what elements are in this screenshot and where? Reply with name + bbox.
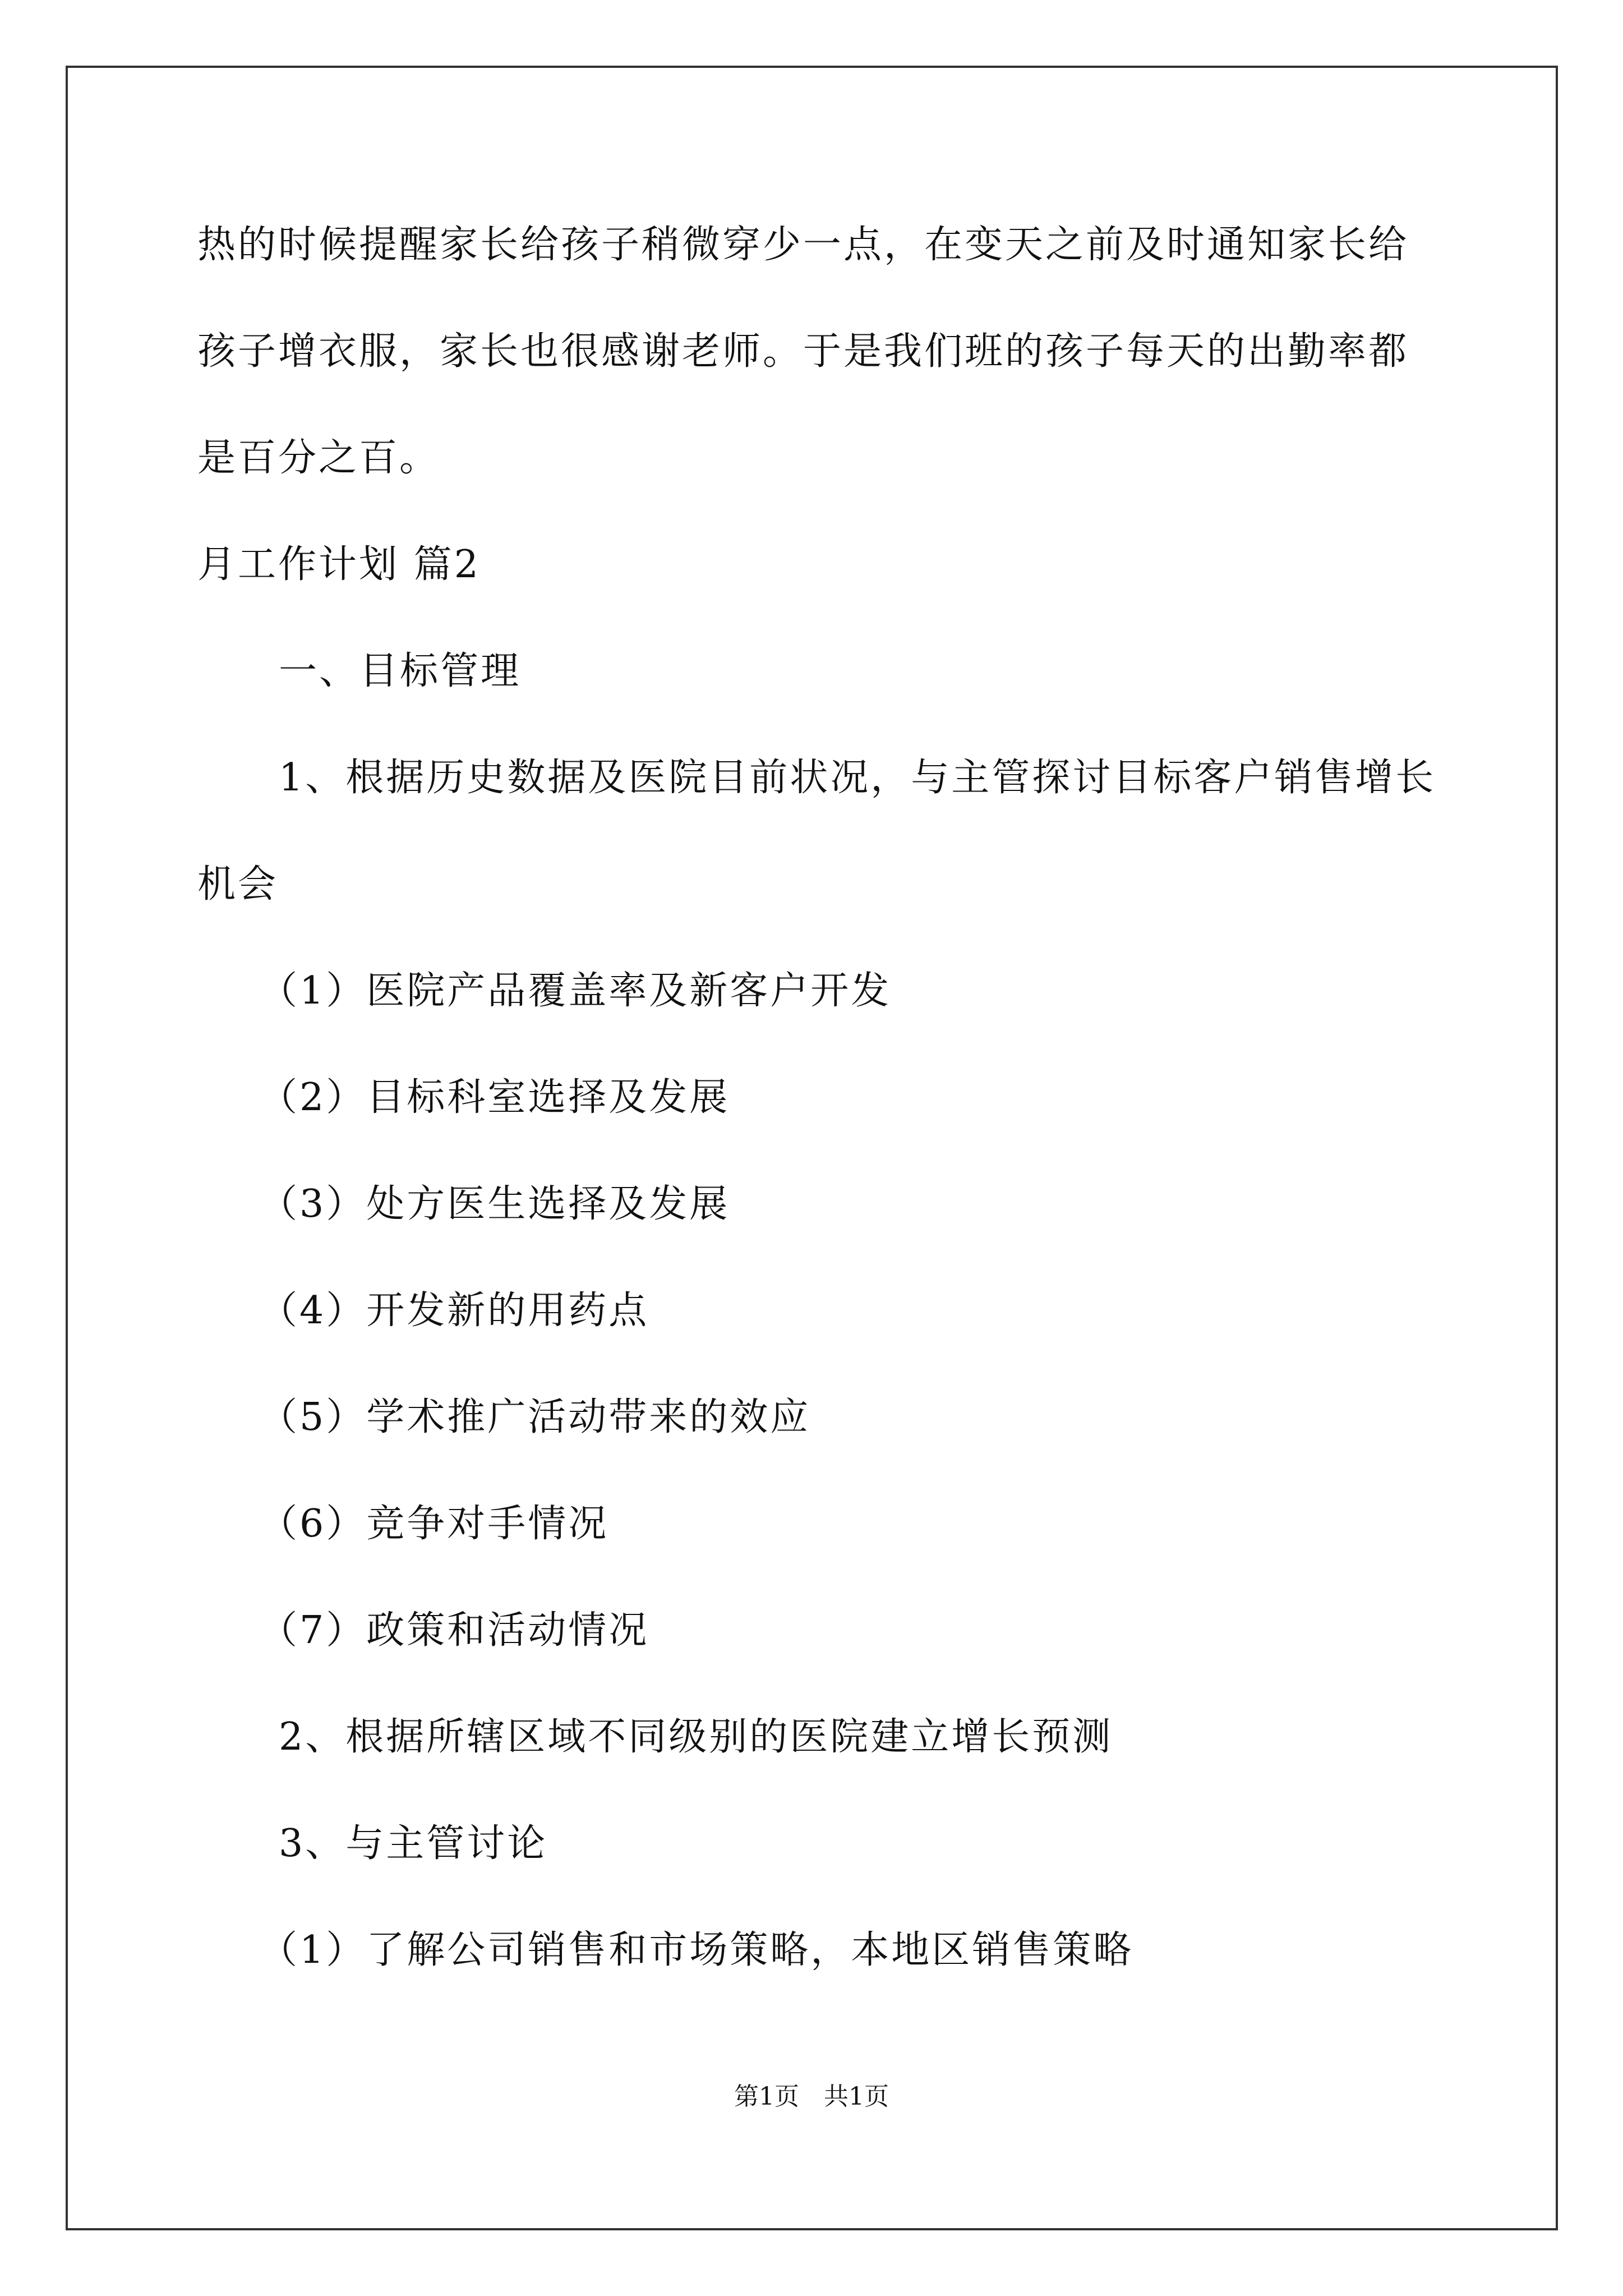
sub-list-item: （2）目标科室选择及发展 — [259, 1075, 730, 1120]
sub-list-item: （5）学术推广活动带来的效应 — [259, 1395, 811, 1439]
page-number-footer: 第1页 共1页 — [734, 2082, 889, 2111]
list-item-continuation: 机会 — [197, 862, 279, 907]
paragraph-line: 孩子增衣服，家长也很感谢老师。于是我们班的孩子每天的出勤率都 — [197, 329, 1409, 374]
paragraph-line: 是百分之百。 — [197, 436, 440, 480]
page-border — [66, 66, 1558, 2230]
sub-list-item: （7）政策和活动情况 — [259, 1608, 649, 1653]
section-heading: 月工作计划 篇2 — [197, 542, 481, 587]
sub-list-item: （1）医院产品覆盖率及新客户开发 — [259, 969, 892, 1013]
paragraph-line: 热的时候提醒家长给孩子稍微穿少一点，在变天之前及时通知家长给 — [197, 223, 1409, 267]
sub-list-item: （6）竞争对手情况 — [259, 1502, 609, 1546]
list-item: 2、根据所辖区域不同级别的医院建立增长预测 — [279, 1715, 1113, 1759]
sub-list-item: （4）开发新的用药点 — [259, 1289, 649, 1333]
sub-list-item: （1）了解公司销售和市场策略，本地区销售策略 — [259, 1928, 1134, 1972]
list-item: 1、根据历史数据及医院目前状况，与主管探讨目标客户销售增长 — [279, 756, 1436, 800]
list-item: 3、与主管讨论 — [279, 1821, 548, 1866]
sub-list-item: （3）处方医生选择及发展 — [259, 1182, 730, 1226]
subsection-heading: 一、目标管理 — [279, 649, 522, 693]
